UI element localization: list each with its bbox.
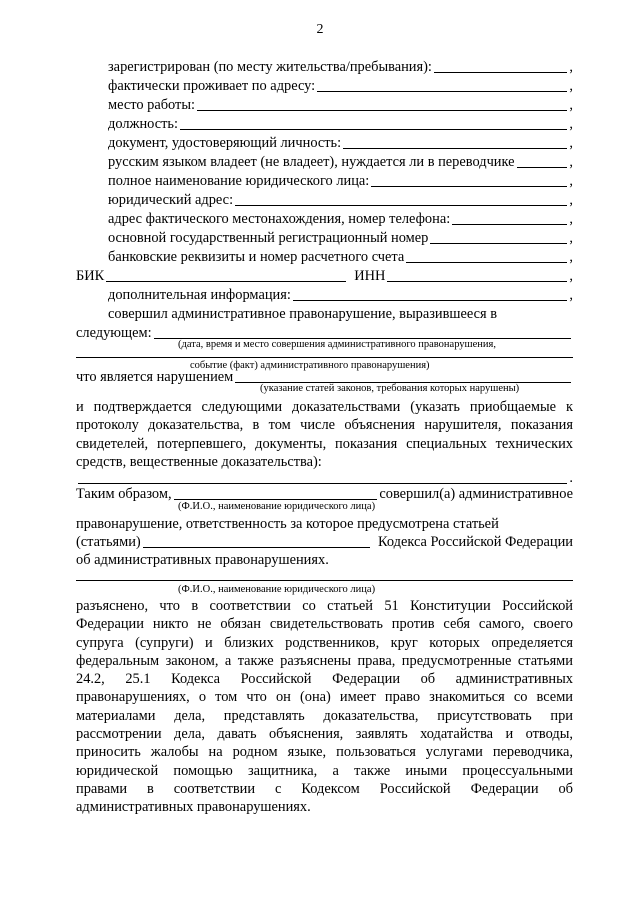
codex-line: об административных правонарушениях. <box>76 552 329 568</box>
caption-fio: (Ф.И.О., наименование юридического лица) <box>178 501 376 512</box>
field-label: полное наименование юридического лица: <box>108 173 370 189</box>
caption-offense-details: (дата, время и место совершения административного правонарушения, <box>178 339 496 350</box>
caption-violation: (указание статей законов, требования которых нарушены) <box>260 383 520 394</box>
articles-fill-line[interactable] <box>143 547 370 548</box>
articles-end: Кодекса Российской Федерации <box>377 534 573 550</box>
offense-intro: совершил административное правонарушение, выразившееся в <box>108 306 498 322</box>
field-identity-document: документ, удостоверяющий личность: , <box>108 135 573 151</box>
fill-line[interactable] <box>317 91 567 92</box>
bik-label: БИК <box>76 268 105 284</box>
field-position: должность: , <box>108 116 573 132</box>
fill-line[interactable] <box>343 148 567 149</box>
field-articles <box>76 532 573 550</box>
field-label: документ, удостоверяющий личность: <box>108 135 342 151</box>
field-label: место работы: <box>108 97 195 113</box>
caption-offense-event: событие (факт) административного правонарушения) <box>190 360 430 371</box>
bik-fill-line[interactable] <box>106 281 346 282</box>
offense-label: следующем: <box>76 325 152 341</box>
fill-line[interactable] <box>293 300 568 301</box>
fill-line[interactable] <box>235 205 567 206</box>
field-thus <box>76 484 573 502</box>
field-evidence: . <box>76 468 573 486</box>
field-label: русским языком владеет (не владеет), нуждается ли в переводчике <box>108 154 515 170</box>
field-legal-entity-name: полное наименование юридического лица: , <box>108 173 573 189</box>
violation-label: что является нарушением <box>76 369 234 385</box>
rights-paragraph: разъяснено, что в соответствии со статьей 51 Конституции Российской Федерации никто не обязан свидетельствовать против себя самого, своего супруга (супруги) и близких родственников, круг которых определяется федеральным законом, а также разъяснены права, предусмотренные статьями 24.2, 25.1 Кодекса Российской Федерации об административных правонарушениях, о том что он (она) имеет право знакомиться со всеми материалами дела, представлять доказательства, присутствовать при рассмотрении дела, давать объяснения, заявлять ходатайства и отводы, приносить жалобы на родном языке, пользоваться услугами переводчика, юридической помощью защитника, а также иными процессуальными правами в соответствии с Кодексом Российской Федерации об административных правонарушениях. <box>76 598 573 816</box>
page-number: 2 <box>316 22 324 37</box>
fill-line[interactable] <box>197 110 567 111</box>
fio-fill-line[interactable] <box>76 580 573 581</box>
field-ogrn: основной государственный регистрационный номер , <box>108 230 573 246</box>
offense-fill-line-2[interactable] <box>76 357 573 358</box>
inn-fill-line[interactable] <box>387 281 567 282</box>
field-actual-address: фактически проживает по адресу: , <box>108 78 573 94</box>
field-label: юридический адрес: <box>108 192 234 208</box>
field-label: адрес фактического местонахождения, номер телефона: <box>108 211 451 227</box>
field-actual-location-phone: адрес фактического местонахождения, номер телефона: , <box>108 211 573 227</box>
liability-line: правонарушение, ответственность за которое предусмотрена статьей <box>76 516 499 532</box>
field-additional-info: дополнительная информация: , <box>108 287 573 303</box>
field-label: банковские реквизиты и номер расчетного счета <box>108 249 405 265</box>
thus-fill-line[interactable] <box>174 499 378 500</box>
thus-label: Таким образом, <box>76 486 172 502</box>
field-bank-details: банковские реквизиты и номер расчетного счета , <box>108 249 573 265</box>
field-legal-address: юридический адрес: , <box>108 192 573 208</box>
fill-line[interactable] <box>371 186 567 187</box>
field-bik-inn: БИК ИНН , <box>76 268 573 284</box>
evidence-paragraph: и подтверждается следующими доказательствами (указать приобщаемые к протоколу доказательства, в том числе объяснения нарушителя, показания свидетелей, потерпевшего, документы, показания специальных технических средств, вещественные доказательства): <box>76 399 573 470</box>
field-russian-language: русским языком владеет (не владеет), нуждается ли в переводчике , <box>108 154 573 170</box>
field-label: должность: <box>108 116 178 132</box>
fill-line[interactable] <box>180 129 567 130</box>
field-label: зарегистрирован (по месту жительства/пребывания): <box>108 59 432 75</box>
thus-end: совершил(а) административное <box>379 486 573 502</box>
field-label: основной государственный регистрационный номер <box>108 230 429 246</box>
field-workplace: место работы: , <box>108 97 573 113</box>
caption-fio-2: (Ф.И.О., наименование юридического лица) <box>178 584 376 595</box>
fill-line[interactable] <box>430 243 567 244</box>
fill-line[interactable] <box>517 167 568 168</box>
field-label: дополнительная информация: <box>108 287 291 303</box>
fill-line[interactable] <box>452 224 567 225</box>
inn-label: ИНН <box>354 268 386 284</box>
articles-label: (статьями) <box>76 534 141 550</box>
field-registered-address: зарегистрирован (по месту жительства/пребывания): , <box>108 59 573 75</box>
field-label: фактически проживает по адресу: <box>108 78 316 94</box>
fill-line[interactable] <box>434 72 567 73</box>
fill-line[interactable] <box>406 262 567 263</box>
